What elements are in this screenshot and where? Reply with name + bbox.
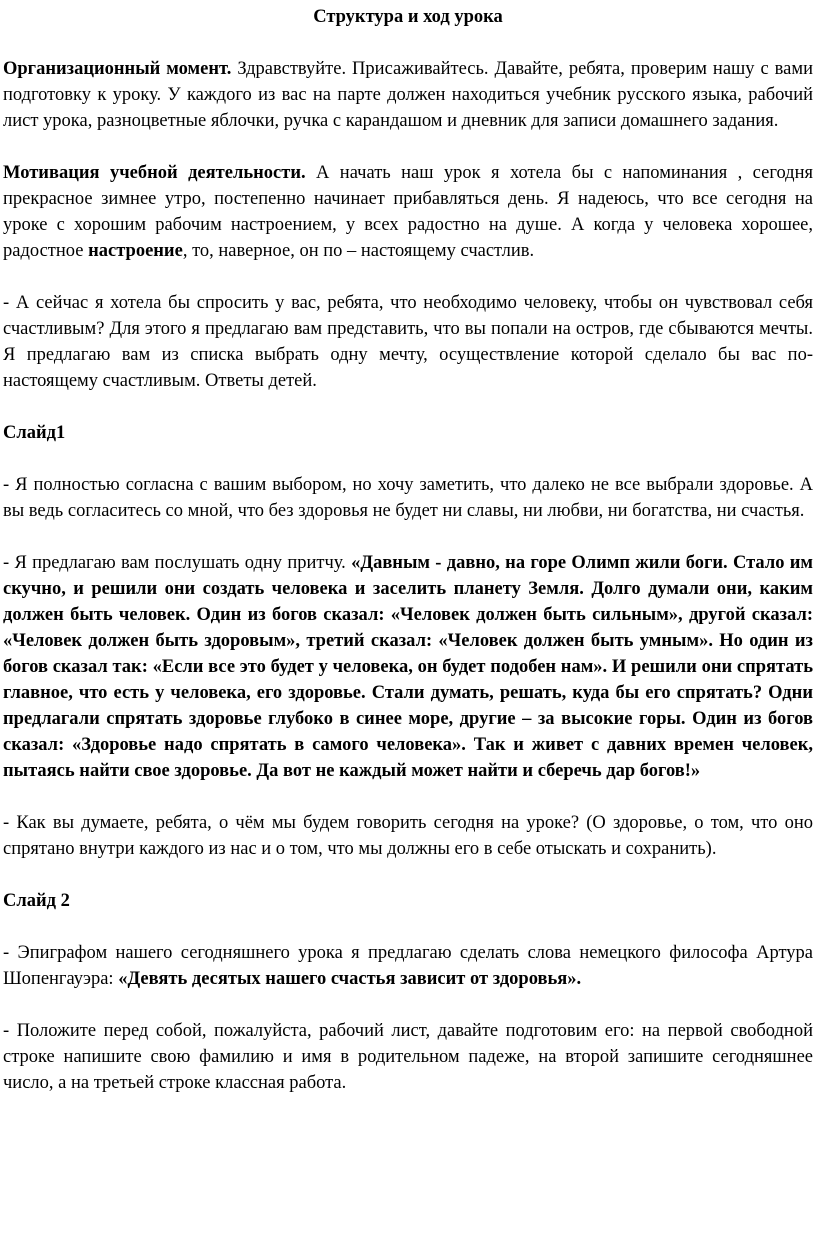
slide2-heading: Слайд 2 xyxy=(3,891,70,911)
document-title: Структура и ход урока xyxy=(313,7,503,27)
paragraph-organizational-moment xyxy=(3,56,813,134)
parable-intro: - Я предлагаю вам послушать одну притчу. xyxy=(3,553,352,573)
mood-emphasis: настроение xyxy=(88,241,183,261)
lesson-topic-question-text: - Как вы думаете, ребята, о чём мы будем говорить сегодня на уроке? (О здоровье, о том, что оно спрятано внутри каждого из нас и о том, что мы должны его в себе отыскать и сохранить). xyxy=(3,813,813,859)
paragraph-worksheet-instructions xyxy=(3,1018,813,1096)
paragraph-lesson-topic-question xyxy=(3,810,813,862)
paragraph-happiness-question xyxy=(3,290,813,394)
parable-text: «Давным - давно, на горе Олимп жили боги. Стало им скучно, и решили они создать человека и заселить планету Земля. Долго думали они, каким должен быть человек. Один из богов сказал: «Человек должен быть сильным», другой сказал: «Человек должен быть здоровым», третий сказал: «Человек должен быть умным». Но один из богов сказал так: «Если все это будет у человека, он будет подобен нам». И решили они спрятать главное, что есть у человека, его здоровье. Стали думать, решать, куда бы его спрятать? Одни предлагали спрятать здоровье глубоко в синее море, другие – за высокие горы. Один из богов сказал: «Здоровье надо спрятать в самого человека». Так и живет с давних времен человек, пытаясь найти свое здоровье. Да вот не каждый может найти и сберечь дар богов!» xyxy=(3,553,813,781)
motivation-text-part2: , то, наверное, он по – настоящему счастлив. xyxy=(182,241,535,261)
epigraph-quote: «Девять десятых нашего счастья зависит от здоровья». xyxy=(118,969,582,989)
organizational-moment-text: Здравствуйте. Присаживайтесь. Давайте, ребята, проверим нашу с вами подготовку к уроку. У каждого из вас на парте должен находиться учебник русского языка, рабочий лист урока, разноцветные яблочки, ручка с карандашом и дневник для записи домашнего задания. xyxy=(3,59,813,131)
paragraph-health-choice xyxy=(3,472,813,524)
happiness-question-text: - А сейчас я хотела бы спросить у вас, ребята, что необходимо человеку, чтобы он чувствовал себя счастливым? Для этого я предлагаю вам представить, что вы попали на остров, где сбываются мечты. Я предлагаю вам из списка выбрать одну мечту, осуществление которой сделало бы вас по-настоящему счастливым. Ответы детей. xyxy=(3,293,813,391)
motivation-text-part1: А начать наш урок я хотела бы с напоминания , сегодня прекрасное зимнее утро, постепенно начинает прибавляться день. Я надеюсь, что все сегодня на уроке с хорошим рабочим настроением, у всех радостно на душе. А когда у человека хорошее, радостное xyxy=(3,163,813,261)
worksheet-instructions-text: - Положите перед собой, пожалуйста, рабочий лист, давайте подготовим его: на первой свободной строке напишите свою фамилию и имя в родительном падеже, на второй запишите сегодняшнее число, а на третьей строке классная работа. xyxy=(3,1021,813,1093)
paragraph-epigraph xyxy=(3,940,813,992)
organizational-moment-heading: Организационный момент. xyxy=(3,59,232,79)
epigraph-intro: - Эпиграфом нашего сегодняшнего урока я предлагаю сделать слова немецкого философа Артура Шопенгауэра: xyxy=(3,943,813,989)
paragraph-parable xyxy=(3,550,813,784)
slide1-heading: Слайд1 xyxy=(3,423,66,443)
motivation-heading: Мотивация учебной деятельности. xyxy=(3,163,306,183)
paragraph-motivation xyxy=(3,160,813,264)
health-choice-text: - Я полностью согласна с вашим выбором, но хочу заметить, что далеко не все выбрали здоровье. А вы ведь согласитесь со мной, что без здоровья не будет ни славы, ни любви, ни богатства, ни счастья. xyxy=(3,475,813,521)
